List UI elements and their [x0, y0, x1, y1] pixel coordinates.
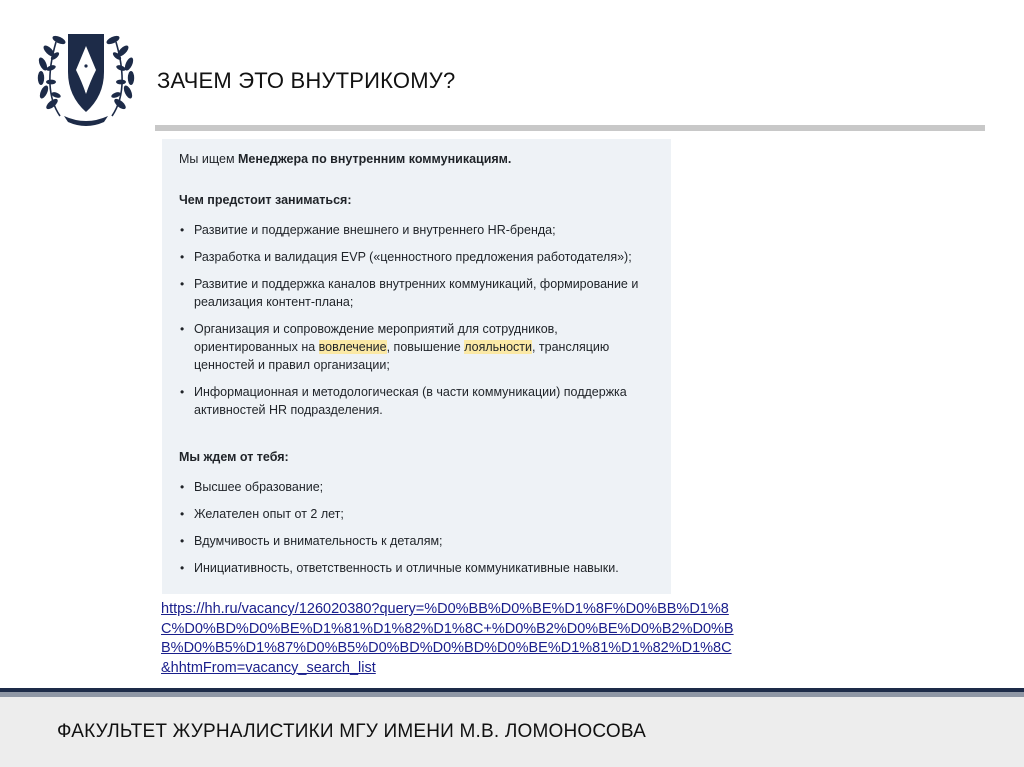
title-divider — [155, 125, 985, 131]
highlight-loyalty: лояльности — [464, 340, 532, 354]
requirements-list — [179, 478, 659, 577]
requirement-item: • Высшее образование; — [179, 478, 659, 496]
duty4-part2: , повышение — [386, 340, 465, 354]
footer — [0, 697, 1024, 767]
requirement-item: • Вдумчивость и внимательность к деталям; — [179, 532, 659, 550]
duty4-part3: , трансляцию ценностей и правил организации; — [194, 340, 610, 372]
duty-item: • Информационная и методологическая (в части коммуникации) поддержка активностей HR подразделения. — [179, 383, 659, 419]
slide-title: ЗАЧЕМ ЭТО ВНУТРИКОМУ? — [157, 68, 456, 93]
laurel-wreath-pen-nib-icon — [30, 20, 142, 132]
duties-heading: Чем предстоит заниматься: — [179, 193, 352, 207]
spacer — [179, 428, 659, 448]
duty-item: • Разработка и валидация EVP («ценностного предложения работодателя»); — [179, 248, 659, 266]
intro-role: Менеджера по внутренним коммуникациям. — [238, 152, 512, 166]
highlight-engagement: вовлечение — [318, 340, 387, 354]
duties-list — [179, 221, 659, 419]
duty4-part1: Организация и сопровождение мероприятий для сотрудников, ориентированных на — [194, 322, 558, 354]
requirement-item: • Инициативность, ответственность и отличные коммуникативные навыки. — [179, 559, 659, 577]
footer-text: ФАКУЛЬТЕТ ЖУРНАЛИСТИКИ МГУ ИМЕНИ М.В. ЛОМОНОСОВА — [57, 721, 646, 742]
duty-item — [179, 320, 659, 374]
vacancy-screenshot — [162, 139, 671, 594]
requirement-item: • Желателен опыт от 2 лет; — [179, 505, 659, 523]
intro-prefix: Мы ищем — [179, 152, 239, 166]
duty-item: • Развитие и поддержание внешнего и внутреннего HR-бренда; — [179, 221, 659, 239]
requirements-heading: Мы ждем от тебя: — [179, 450, 289, 464]
vacancy-link[interactable]: https://hh.ru/vacancy/126020380?query=%D0%BB%D0%BE%D1%8F%D0%BB%D1%8C%D0%BD%D0%BE%D1%81%D1%82%D1%8C+%D0%B2%D0%BE%D0%B2%D0%BB%D0%B5%D1%87%D0%B5%D0%BD%D0%BD%D0%BE%D1%81%D1%82%D1%8C&hhtmFrom=vacancy_search_list — [161, 601, 734, 676]
vacancy-intro — [179, 150, 659, 168]
duty-item: • Развитие и поддержка каналов внутренних коммуникаций, формирование и реализация контент-плана; — [179, 275, 659, 311]
